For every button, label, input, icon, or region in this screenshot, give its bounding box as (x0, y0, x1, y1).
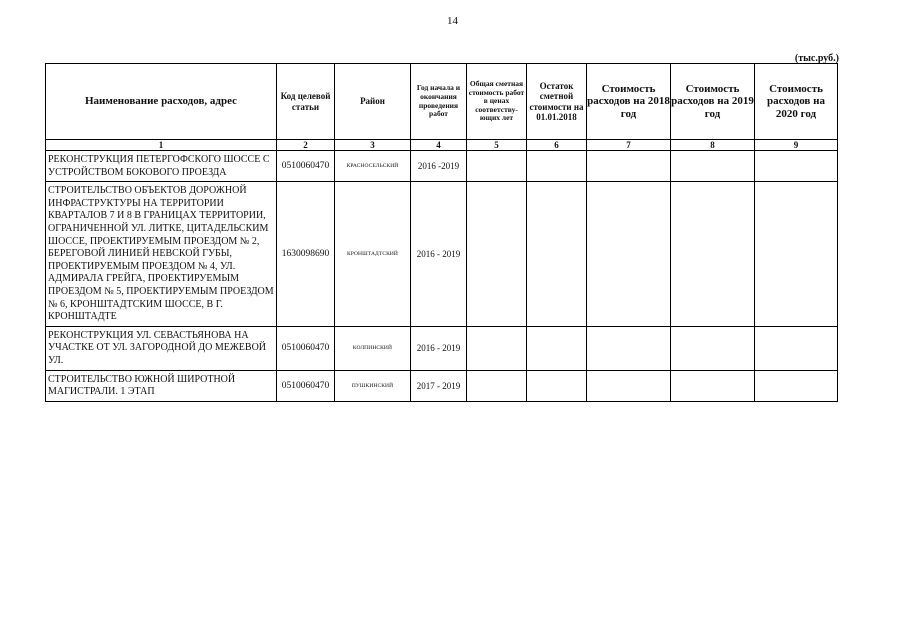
cost-2018 (587, 151, 671, 182)
cost-2019 (671, 370, 755, 401)
header-years: Год начала и окончания проведения работ (411, 64, 467, 140)
expense-name: СТРОИТЕЛЬСТВО ОБЪЕКТОВ ДОРОЖНОЙ ИНФРАСТРУКТУРЫ НА ТЕРРИТОРИИ КВАРТАЛОВ 7 И 8 В ГРАНИЦАХ ТЕРРИТОРИИ, ОГРАНИЧЕННОЙ УЛ. ЛИТКЕ, ЦИТАДЕЛЬСКИМ ШОССЕ, ПРОЕКТИРУЕМЫМ ПРОЕЗДОМ № 2, БЕРЕГОВОЙ ЛИНИЕЙ НЕВСКОЙ ГУБЫ, ПРОЕКТИРУЕМЫМ ПРОЕЗДОМ № 4, УЛ. АДМИРАЛА ГРЕЙГА, ПРОЕКТИРУЕМЫМ ПРОЕЗДОМ № 5, ПРОЕКТИРУЕМЫМ ПРОЕЗДОМ № 6, КРОНШТАДТСКИМ ШОССЕ, В Г. КРОНШТАДТЕ (46, 182, 277, 327)
total-cost (467, 370, 527, 401)
column-number: 7 (587, 140, 671, 151)
cost-2020 (755, 370, 838, 401)
cost-2020 (755, 182, 838, 327)
remaining-cost (527, 151, 587, 182)
page-number: 14 (447, 15, 458, 27)
expenses-table (45, 63, 838, 402)
column-number: 3 (335, 140, 411, 151)
column-number: 9 (755, 140, 838, 151)
cost-2020 (755, 326, 838, 370)
work-years: 2017 - 2019 (411, 370, 467, 401)
column-number: 4 (411, 140, 467, 151)
cost-2019 (671, 182, 755, 327)
expense-name: РЕКОНСТРУКЦИЯ УЛ. СЕВАСТЬЯНОВА НА УЧАСТКЕ ОТ УЛ. ЗАГОРОДНОЙ ДО МЕЖЕВОЙ УЛ. (46, 326, 277, 370)
header-code: Код целевой статьи (277, 64, 335, 140)
cost-2019 (671, 151, 755, 182)
work-years: 2016 - 2019 (411, 326, 467, 370)
header-remaining-cost: Остаток сметной стоимости на 01.01.2018 (527, 64, 587, 140)
district: КРАСНОСЕЛЬСКИЙ (335, 151, 411, 182)
header-name: Наименование расходов, адрес (46, 64, 277, 140)
column-number: 8 (671, 140, 755, 151)
cost-2018 (587, 370, 671, 401)
column-number: 5 (467, 140, 527, 151)
district: КРОНШТАДТСКИЙ (335, 182, 411, 327)
target-code: 1630098690 (277, 182, 335, 327)
target-code: 0510060470 (277, 370, 335, 401)
header-district: Район (335, 64, 411, 140)
table-row (46, 326, 838, 370)
expense-name: СТРОИТЕЛЬСТВО ЮЖНОЙ ШИРОТНОЙ МАГИСТРАЛИ. 1 ЭТАП (46, 370, 277, 401)
total-cost (467, 326, 527, 370)
column-number: 2 (277, 140, 335, 151)
target-code: 0510060470 (277, 151, 335, 182)
column-number: 6 (527, 140, 587, 151)
expense-name: РЕКОНСТРУКЦИЯ ПЕТЕРГОФСКОГО ШОССЕ С УСТРОЙСТВОМ БОКОВОГО ПРОЕЗДА (46, 151, 277, 182)
header-row (46, 64, 838, 140)
cost-2018 (587, 326, 671, 370)
remaining-cost (527, 182, 587, 327)
header-total-cost: Общая сметная стоимость работ в ценах соответству-ющих лет (467, 64, 527, 140)
table-row (46, 182, 838, 327)
header-cost-2018: Стоимость расходов на 2018 год (587, 64, 671, 140)
column-number-row (46, 140, 838, 151)
table-row (46, 370, 838, 401)
units-label: (тыс.руб.) (794, 53, 839, 64)
district: ПУШКИНСКИЙ (335, 370, 411, 401)
cost-2020 (755, 151, 838, 182)
table-row (46, 151, 838, 182)
district: КОЛПИНСКИЙ (335, 326, 411, 370)
cost-2018 (587, 182, 671, 327)
remaining-cost (527, 326, 587, 370)
target-code: 0510060470 (277, 326, 335, 370)
header-cost-2019: Стоимость расходов на 2019 год (671, 64, 755, 140)
work-years: 2016 -2019 (411, 151, 467, 182)
remaining-cost (527, 370, 587, 401)
work-years: 2016 - 2019 (411, 182, 467, 327)
cost-2019 (671, 326, 755, 370)
total-cost (467, 182, 527, 327)
column-number: 1 (46, 140, 277, 151)
total-cost (467, 151, 527, 182)
header-cost-2020: Стоимость расходов на 2020 год (755, 64, 838, 140)
